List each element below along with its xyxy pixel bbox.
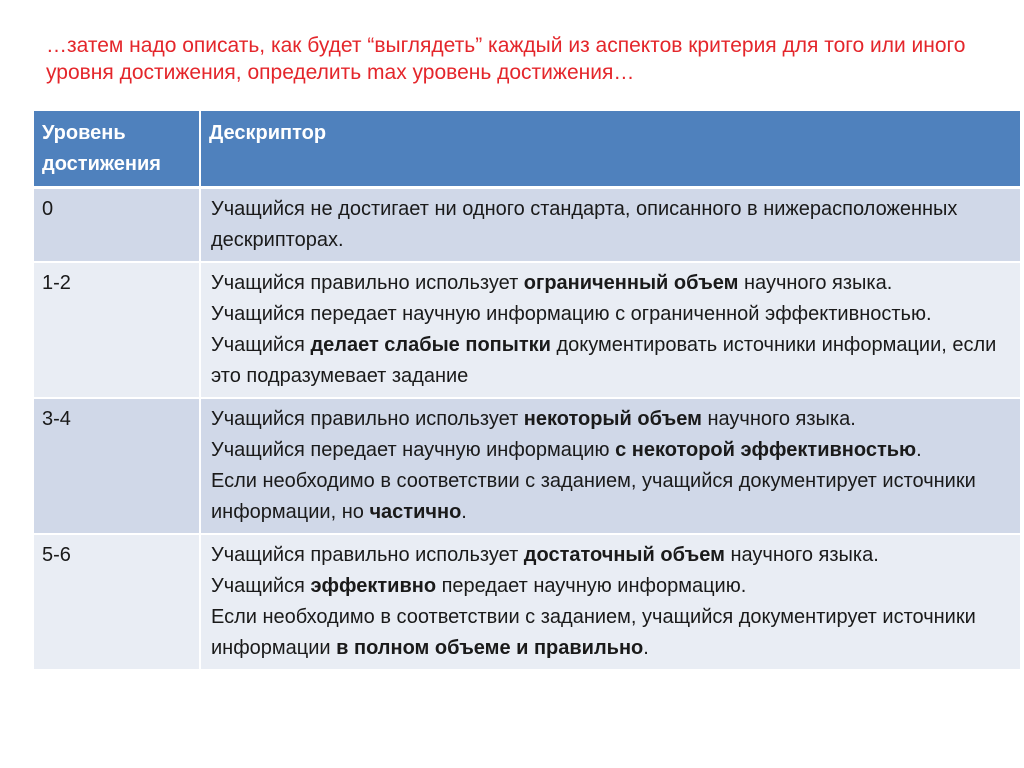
descriptor-text: Если необходимо в соответствии с заданием, учащийся документирует источники информации, но — [211, 470, 976, 523]
table-row — [34, 262, 1020, 398]
descriptor-emphasis: с некоторой эффективностью — [615, 439, 917, 461]
level-cell: 0 — [34, 188, 200, 263]
descriptor-emphasis: в полном объеме и правильно — [336, 637, 644, 659]
descriptor-line — [211, 466, 1010, 528]
descriptor-text: Учащийся правильно использует — [211, 544, 524, 566]
descriptor-line — [211, 404, 1010, 435]
descriptor-text: Учащийся не достигает ни одного стандарта, описанного в нижерасположенных дескрипторах. — [211, 198, 958, 251]
descriptor-text: Учащийся передает научную информацию — [211, 439, 616, 461]
descriptor-text: научного языка. — [701, 408, 856, 430]
descriptor-text: . — [916, 439, 922, 461]
descriptor-table — [34, 111, 1020, 671]
descriptor-line — [211, 571, 1010, 602]
descriptor-emphasis: делает слабые попытки — [310, 334, 551, 356]
header-descriptor: Дескриптор — [200, 111, 1020, 188]
descriptor-line — [211, 602, 1010, 664]
descriptor-emphasis: эффективно — [310, 575, 437, 597]
header-level: Уровень достижения — [34, 111, 200, 188]
descriptor-cell — [200, 534, 1020, 670]
descriptor-text: передает научную информацию. — [436, 575, 747, 597]
descriptor-line — [211, 435, 1010, 466]
descriptor-cell — [200, 398, 1020, 534]
descriptor-cell — [200, 188, 1020, 263]
descriptor-line — [211, 194, 1010, 256]
descriptor-text: Учащийся правильно использует — [211, 272, 524, 294]
descriptor-text: . — [643, 637, 649, 659]
descriptor-text: Если необходимо в соответствии с заданием, учащийся документирует источники информации — [211, 606, 976, 659]
level-cell: 1-2 — [34, 262, 200, 398]
table-row — [34, 188, 1020, 263]
descriptor-text: Учащийся — [211, 575, 311, 597]
level-cell: 3-4 — [34, 398, 200, 534]
slide-heading: …затем надо описать, как будет “выглядеть” каждый из аспектов критерия для того или иного уровня достижения, определить max уровень достижения… — [46, 34, 966, 84]
table-row — [34, 398, 1020, 534]
level-cell: 5-6 — [34, 534, 200, 670]
table-header-row — [34, 111, 1020, 188]
descriptor-text: документировать источники информации, если это подразумевает задание — [211, 334, 997, 387]
descriptor-emphasis: некоторый объем — [523, 408, 702, 430]
descriptor-text: . — [461, 501, 467, 523]
descriptor-emphasis: частично — [369, 501, 462, 523]
descriptor-emphasis: достаточный объем — [523, 544, 725, 566]
descriptor-text: научного языка. — [738, 272, 893, 294]
descriptor-text: научного языка. — [724, 544, 879, 566]
descriptor-text: Учащийся правильно использует — [211, 408, 524, 430]
table-row — [34, 534, 1020, 670]
descriptor-text: Учащийся передает научную информацию с ограниченной эффективностью. — [211, 303, 932, 325]
descriptor-emphasis: ограниченный объем — [523, 272, 739, 294]
descriptor-text: Учащийся — [211, 334, 311, 356]
descriptor-cell — [200, 262, 1020, 398]
descriptor-line — [211, 268, 1010, 299]
descriptor-line — [211, 299, 1010, 330]
descriptor-line — [211, 330, 1010, 392]
descriptor-line — [211, 540, 1010, 571]
